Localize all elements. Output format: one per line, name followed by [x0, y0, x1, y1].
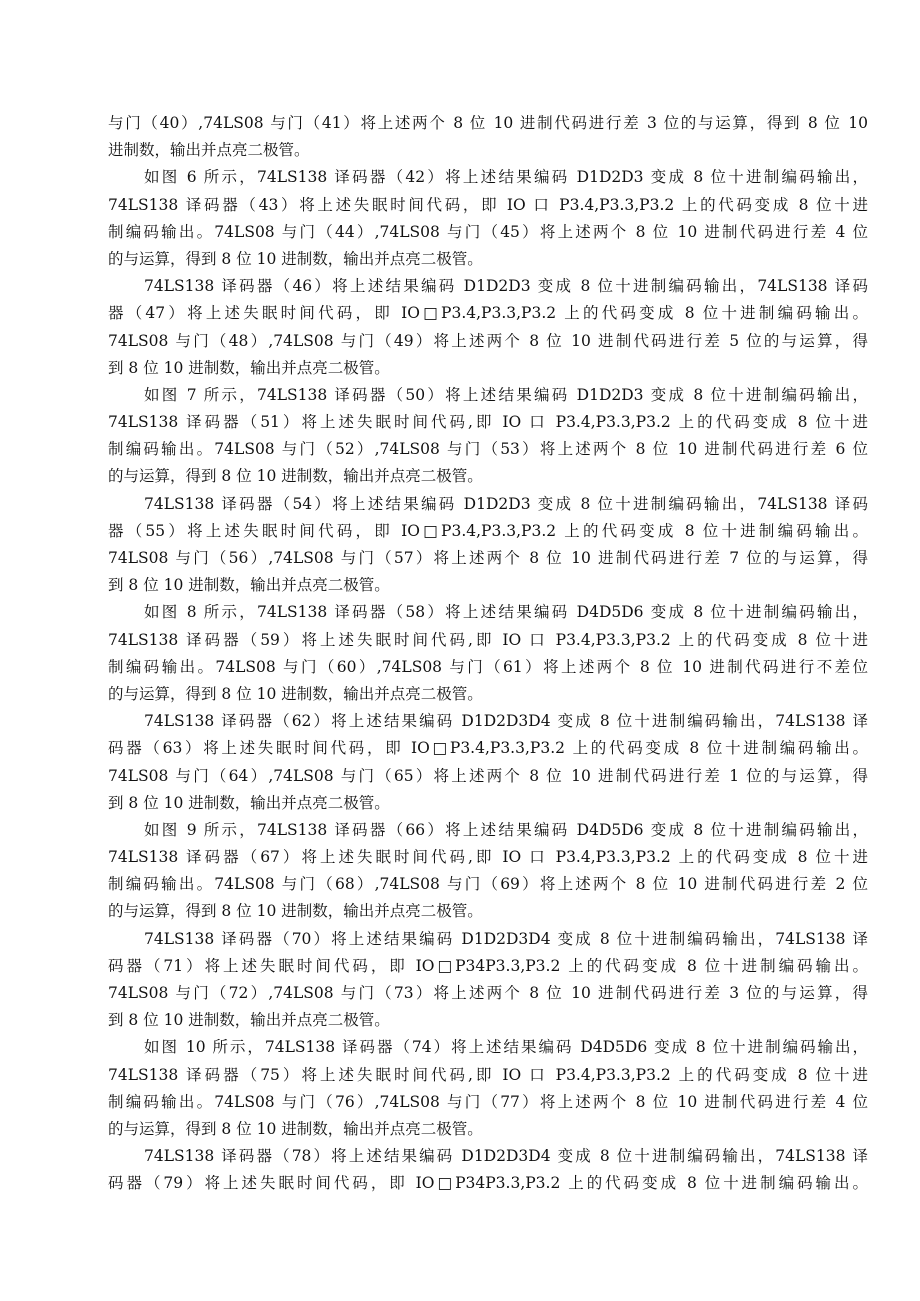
text-line: 制编码输出。74LS08 与门（68）,74LS08 与门（69）将上述两个 8 位 10 进制代码进行差 2 位: [108, 875, 868, 894]
text-line: 器（47）将上述失眠时间代码，即 IO□P3.4,P3.3,P3.2 上的代码变成 8 位十进制编码输出。: [108, 304, 868, 323]
body-text: [108, 110, 868, 1198]
text-line: 与门（40）,74LS08 与门（41）将上述两个 8 位 10 进制代码进行差 3 位的与运算，得到 8 位 10: [108, 114, 868, 132]
text-line: 74LS138 译码器（75）将上述失眠时间代码,即 IO 口 P3.4,P3.3,P3.2 上的代码变成 8 位十进: [108, 1065, 868, 1084]
text-line: 到 8 位 10 进制数，输出并点亮二极管。: [108, 358, 390, 377]
text-line: 制编码输出。74LS08 与门（76）,74LS08 与门（77）将上述两个 8 位 10 进制代码进行差 4 位: [108, 1092, 868, 1111]
text-line: 码器（79）将上述失眠时间代码，即 IO□P34P3.3,P3.2 上的代码变成 8 位十进制编码输出。: [108, 1174, 868, 1193]
text-line: 码器（71）将上述失眠时间代码，即 IO□P34P3.3,P3.2 上的代码变成 8 位十进制编码输出。: [108, 956, 868, 975]
text-line: 的与运算，得到 8 位 10 进制数，输出并点亮二极管。: [108, 902, 483, 921]
text-line: 74LS08 与门（64）,74LS08 与门（65）将上述两个 8 位 10 进制代码进行差 1 位的与运算，得: [108, 766, 868, 785]
text-line: 74LS138 译码器（59）将上述失眠时间代码,即 IO 口 P3.4,P3.3,P3.2 上的代码变成 8 位十进: [108, 630, 868, 649]
text-line: 的与运算，得到 8 位 10 进制数，输出并点亮二极管。: [108, 467, 483, 486]
text-line: 如图 6 所示，74LS138 译码器（42）将上述结果编码 D1D2D3 变成 8 位十进制编码输出，: [144, 168, 868, 187]
text-line: 到 8 位 10 进制数，输出并点亮二极管。: [108, 793, 390, 812]
text-line: 制编码输出。74LS08 与门（60）,74LS08 与门（61）将上述两个 8 位 10 进制代码进行不差位: [108, 657, 868, 676]
text-line: 如图 9 所示，74LS138 译码器（66）将上述结果编码 D4D5D6 变成 8 位十进制编码输出，: [144, 820, 868, 839]
text-line: 制编码输出。74LS08 与门（52）,74LS08 与门（53）将上述两个 8 位 10 进制代码进行差 6 位: [108, 440, 868, 459]
text-line: 到 8 位 10 进制数，输出并点亮二极管。: [108, 576, 390, 595]
text-line: 到 8 位 10 进制数，输出并点亮二极管。: [108, 1011, 390, 1030]
text-line: 74LS08 与门（56）,74LS08 与门（57）将上述两个 8 位 10 进制代码进行差 7 位的与运算，得: [108, 549, 868, 567]
text-line: 74LS138 译码器（67）将上述失眠时间代码,即 IO 口 P3.4,P3.3,P3.2 上的代码变成 8 位十进: [108, 848, 868, 867]
text-line: 如图 7 所示，74LS138 译码器（50）将上述结果编码 D1D2D3 变成 8 位十进制编码输出，: [144, 385, 868, 404]
text-line: 如图 10 所示，74LS138 译码器（74）将上述结果编码 D4D5D6 变成 8 位十进制编码输出，: [144, 1038, 868, 1057]
text-line: 的与运算，得到 8 位 10 进制数，输出并点亮二极管。: [108, 1119, 483, 1138]
text-line: 制编码输出。74LS08 与门（44）,74LS08 与门（45）将上述两个 8 位 10 进制代码进行差 4 位: [108, 222, 868, 241]
text-line: 74LS138 译码器（70）将上述结果编码 D1D2D3D4 变成 8 位十进制编码输出，74LS138 译: [144, 929, 868, 948]
text-line: 74LS138 译码器（62）将上述结果编码 D1D2D3D4 变成 8 位十进制编码输出，74LS138 译: [144, 712, 868, 731]
text-line: 的与运算，得到 8 位 10 进制数，输出并点亮二极管。: [108, 249, 483, 268]
text-line: 74LS138 译码器（51）将上述失眠时间代码,即 IO 口 P3.4,P3.3,P3.2 上的代码变成 8 位十进: [108, 413, 868, 432]
text-line: 74LS138 译码器（54）将上述结果编码 D1D2D3 变成 8 位十进制编码输出，74LS138 译码: [144, 494, 868, 513]
text-line: 74LS08 与门（72）,74LS08 与门（73）将上述两个 8 位 10 进制代码进行差 3 位的与运算，得: [108, 984, 868, 1002]
text-line: 74LS138 译码器（78）将上述结果编码 D1D2D3D4 变成 8 位十进制编码输出，74LS138 译: [144, 1147, 868, 1166]
text-line: 的与运算，得到 8 位 10 进制数，输出并点亮二极管。: [108, 684, 483, 703]
text-line: 74LS138 译码器（46）将上述结果编码 D1D2D3 变成 8 位十进制编码输出，74LS138 译码: [144, 277, 868, 296]
text-line: 进制数，输出并点亮二极管。: [108, 141, 310, 160]
text-line: 74LS138 译码器（43）将上述失眠时间代码，即 IO 口 P3.4,P3.3,P3.2 上的代码变成 8 位十进: [108, 195, 868, 214]
text-line: 器（55）将上述失眠时间代码，即 IO□P3.4,P3.3,P3.2 上的代码变成 8 位十进制编码输出。: [108, 521, 868, 540]
text-line: 码器（63）将上述失眠时间代码，即 IO□P3.4,P3.3,P3.2 上的代码变成 8 位十进制编码输出。: [108, 739, 868, 758]
text-line: 如图 8 所示，74LS138 译码器（58）将上述结果编码 D4D5D6 变成 8 位十进制编码输出，: [144, 603, 868, 622]
text-line: 74LS08 与门（48）,74LS08 与门（49）将上述两个 8 位 10 进制代码进行差 5 位的与运算，得: [108, 331, 868, 350]
